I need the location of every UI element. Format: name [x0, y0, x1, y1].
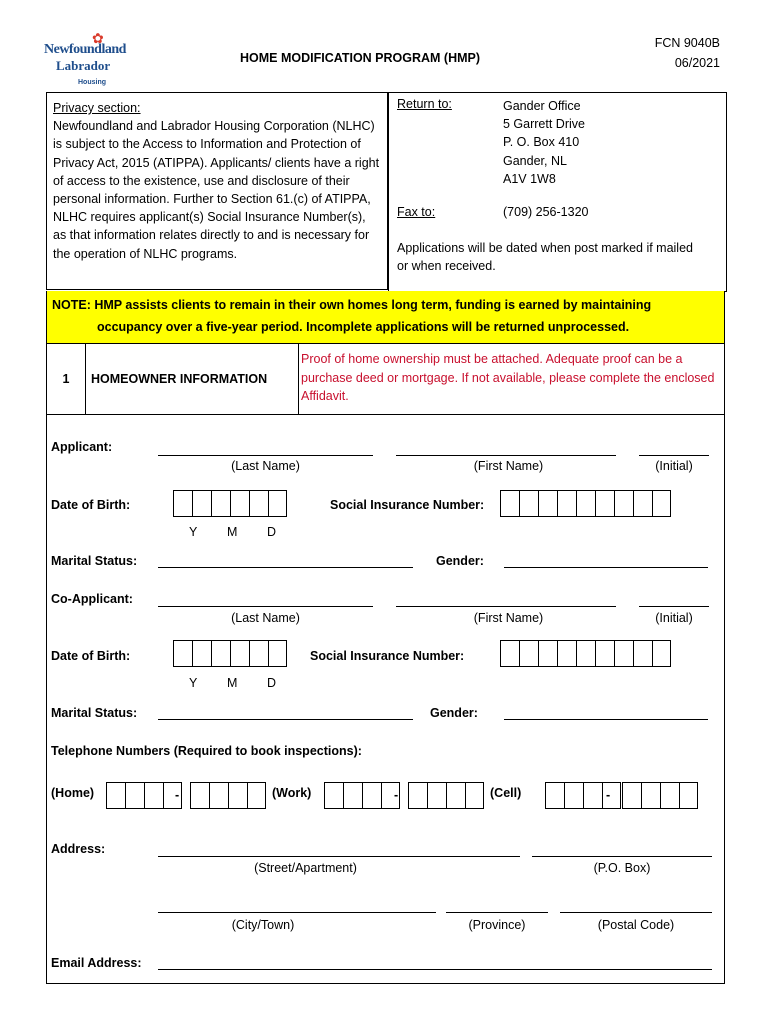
dob-year-caption: Y [189, 676, 198, 690]
pobox-field[interactable] [532, 856, 712, 857]
phones-label: Telephone Numbers (Required to book inspections): [51, 744, 362, 758]
privacy-body: Newfoundland and Labrador Housing Corporation (NLHC) is subject to the Access to Information and Protection of Privacy Act, 2015 (ATIPPA). Applicants/ clients have a right of access to the existence, use and disclosure of their personal information. Further to Section 61.(c) of ATIPPA, NLHC requires applicant(s) Social Insurance Number(s), as that information relates directly to and is necessary for the operation of NLHC programs. [53, 119, 380, 261]
street-caption: (Street/Apartment) [254, 861, 357, 875]
gender-label: Gender: [436, 554, 484, 568]
dob-label: Date of Birth: [51, 498, 131, 512]
dob-month-caption: M [227, 676, 238, 690]
sin-label: Social Insurance Number: [310, 649, 465, 663]
section-label: HOMEOWNER INFORMATION [85, 344, 299, 414]
work-phone-boxes-2[interactable] [408, 782, 484, 809]
address-label: Address: [51, 842, 106, 856]
note-line2: occupancy over a five-year period. Incomplete applications will be returned unprocessed. [97, 320, 630, 334]
applicant-initial-field[interactable] [639, 455, 709, 456]
address-line: 5 Garrett Drive [503, 117, 585, 132]
return-section [388, 92, 727, 292]
applicant-dob-boxes[interactable] [173, 490, 287, 517]
sin-label: Social Insurance Number: [330, 498, 485, 512]
province-caption: (Province) [468, 918, 526, 932]
dob-month-caption: M [227, 525, 238, 539]
pobox-caption: (P.O. Box) [593, 861, 651, 875]
first-name-caption: (First Name) [473, 459, 544, 473]
dated-note: Applications will be dated when post marked if mailed or when received. [397, 241, 693, 274]
coapplicant-initial-field[interactable] [639, 606, 709, 607]
coapplicant-last-name-field[interactable] [158, 606, 373, 607]
fax-number: (709) 256-1320 [503, 205, 589, 219]
gender-label: Gender: [430, 706, 478, 720]
applicant-last-name-field[interactable] [158, 455, 373, 456]
marital-status-label: Marital Status: [51, 706, 138, 720]
dob-day-caption: D [267, 525, 277, 539]
work-phone-label: (Work) [272, 786, 312, 800]
applicant-sin-boxes[interactable] [500, 490, 671, 517]
city-caption: (City/Town) [231, 918, 295, 932]
phone-dash: - [606, 788, 611, 802]
street-field[interactable] [158, 856, 520, 857]
last-name-caption: (Last Name) [231, 611, 300, 625]
coapplicant-sin-boxes[interactable] [500, 640, 671, 667]
form-code: FCN 9040B [654, 36, 720, 50]
marital-status-label: Marital Status: [51, 554, 138, 568]
form-code-block [600, 33, 720, 73]
home-phone-label: (Home) [51, 786, 95, 800]
form-date: 06/2021 [674, 56, 720, 70]
address-line: Gander Office [503, 99, 581, 113]
phone-dash: - [175, 788, 180, 802]
applicant-marital-field[interactable] [158, 567, 413, 568]
address-line: Gander, NL [503, 153, 567, 168]
coapplicant-first-name-field[interactable] [396, 606, 616, 607]
coapplicant-dob-boxes[interactable] [173, 640, 287, 667]
dob-year-caption: Y [189, 525, 198, 539]
logo-line2: Labrador [56, 58, 111, 73]
email-label: Email Address: [51, 956, 142, 970]
coapplicant-marital-field[interactable] [158, 719, 413, 720]
coapplicant-gender-field[interactable] [504, 719, 708, 720]
cell-phone-boxes-2[interactable] [622, 782, 698, 809]
coapplicant-label: Co-Applicant: [51, 592, 133, 606]
phone-dash: - [394, 788, 399, 802]
logo-line1: Newfoundland [44, 42, 126, 57]
section-number: 1 [47, 344, 86, 414]
privacy-heading: Privacy section: [53, 101, 141, 115]
home-phone-boxes[interactable] [106, 782, 182, 809]
address-line: P. O. Box 410 [503, 135, 580, 150]
email-field[interactable] [158, 969, 712, 970]
section-header [46, 343, 725, 415]
fax-label: Fax to: [397, 205, 436, 219]
return-label: Return to: [397, 97, 452, 111]
postal-caption: (Postal Code) [597, 918, 675, 932]
proof-notice: Proof of home ownership must be attached. Adequate proof can be a purchase deed or mortgage. If not available, please complete the enclosed Affidavit. [301, 352, 715, 403]
note-banner [46, 291, 725, 343]
flower-icon: ✿ [92, 30, 104, 46]
logo-line3: Housing [78, 79, 106, 86]
dob-day-caption: D [267, 676, 277, 690]
province-field[interactable] [446, 912, 548, 913]
return-address [503, 97, 585, 188]
page-title: HOME MODIFICATION PROGRAM (HMP) [240, 51, 481, 65]
nlhc-logo [44, 30, 132, 90]
applicant-label: Applicant: [51, 440, 113, 454]
first-name-caption: (First Name) [473, 611, 544, 625]
work-phone-boxes[interactable] [324, 782, 400, 809]
privacy-section [46, 92, 388, 290]
home-phone-boxes-2[interactable] [190, 782, 266, 809]
applicant-gender-field[interactable] [504, 567, 708, 568]
cell-phone-label: (Cell) [490, 786, 522, 800]
initial-caption: (Initial) [655, 611, 693, 625]
dob-label: Date of Birth: [51, 649, 131, 663]
postal-code-field[interactable] [560, 912, 712, 913]
address-line: A1V 1W8 [503, 171, 556, 186]
note-line1: NOTE: HMP assists clients to remain in their own homes long term, funding is earned by maintaining [52, 298, 652, 312]
initial-caption: (Initial) [655, 459, 693, 473]
applicant-first-name-field[interactable] [396, 455, 616, 456]
last-name-caption: (Last Name) [231, 459, 300, 473]
city-field[interactable] [158, 912, 436, 913]
